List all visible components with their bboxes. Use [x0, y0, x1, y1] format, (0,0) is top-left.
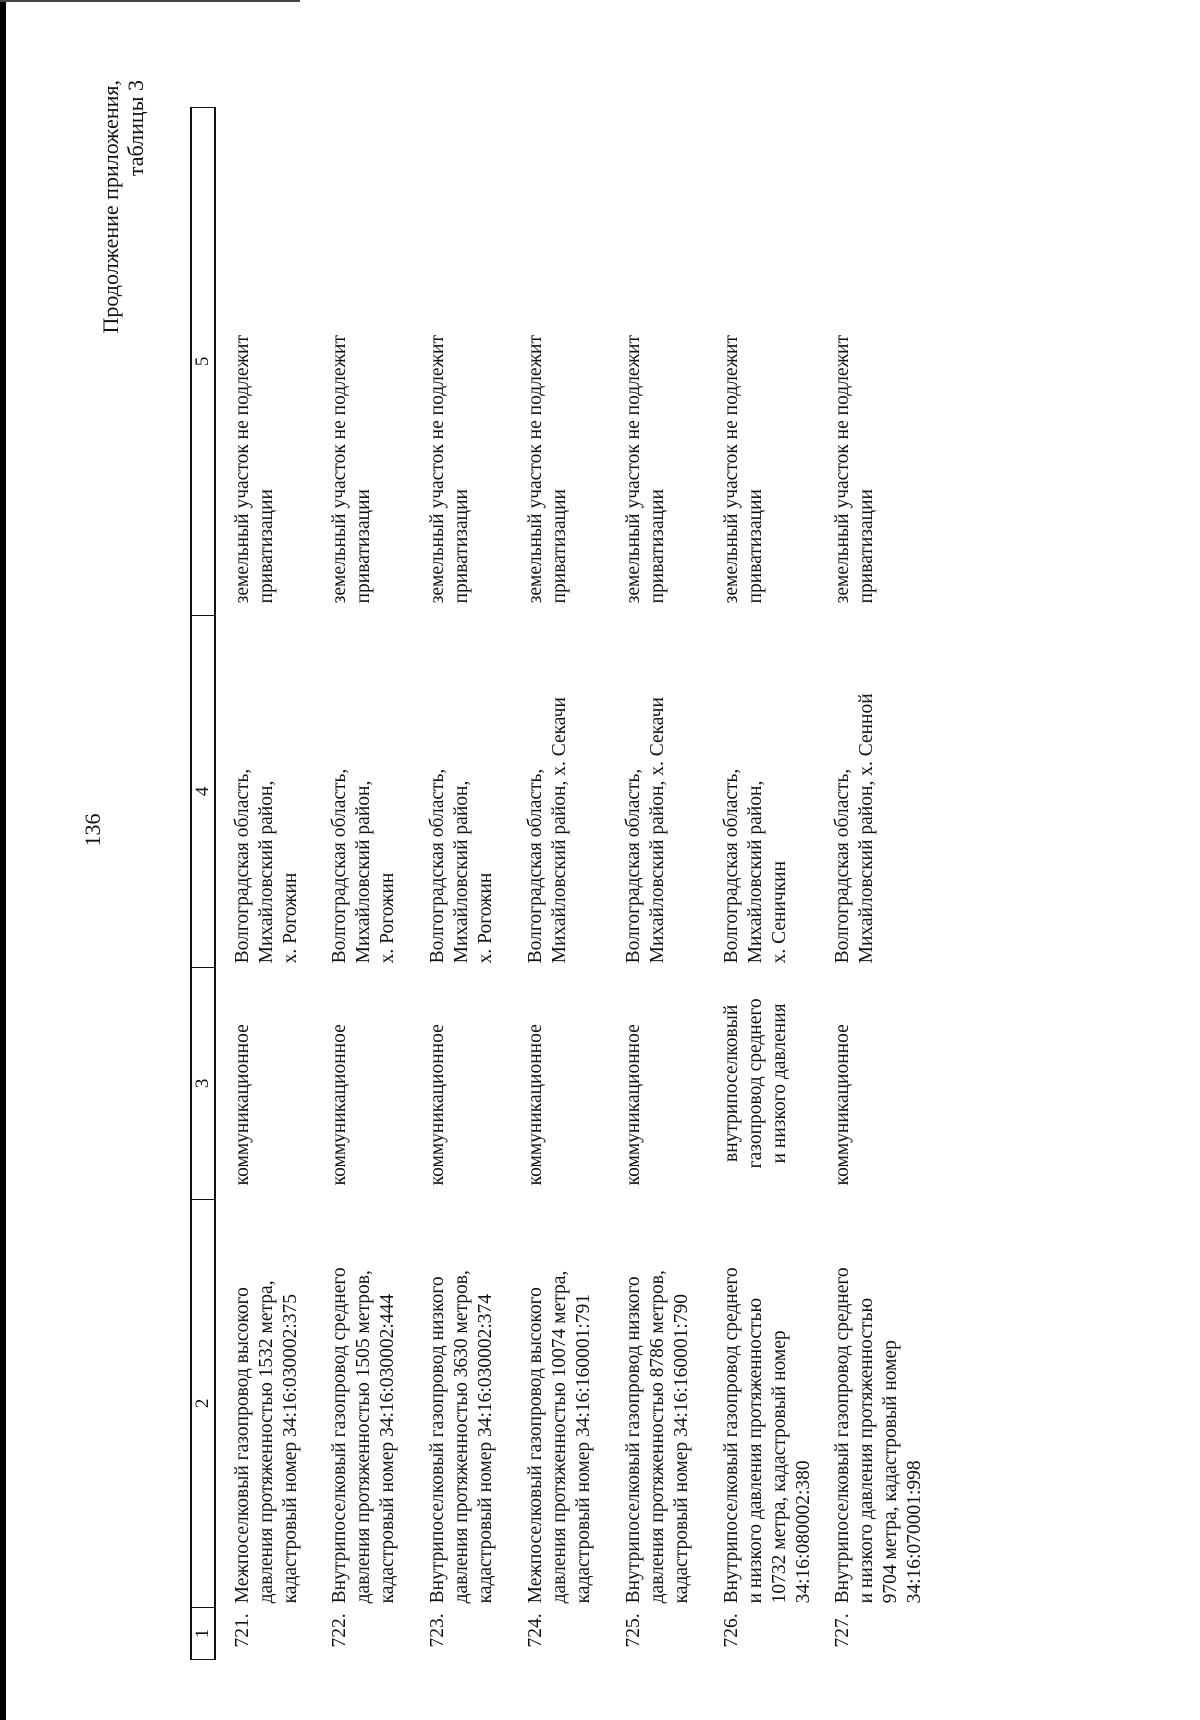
location-address: Волгоградская область, Михайловский район, х. Секачи	[623, 697, 668, 964]
column-header-2: 2	[191, 1199, 215, 1607]
privatization-note: земельный участок не подлежит приватизации	[427, 334, 472, 604]
table-row	[313, 107, 411, 1659]
object-description: Внутрипоселковый газопровод низкого давления протяженностью 8786 метров, кадастровый номер 34:16:160001:790	[623, 1270, 692, 1604]
header-row	[191, 107, 215, 1659]
table-row	[816, 107, 927, 1659]
location-address: Волгоградская область, Михайловский район, х. Сенной	[832, 693, 877, 964]
location-address: Волгоградская область, Михайловский район, х. Секачи	[525, 697, 570, 964]
permitted-use: коммуникационное	[232, 1024, 253, 1186]
privatization-note: земельный участок не подлежит приватизации	[525, 334, 570, 604]
privatization-note: земельный участок не подлежит приватизации	[232, 334, 277, 604]
column-header-1: 1	[191, 1607, 215, 1659]
table-row	[215, 107, 313, 1659]
row-number: 725.	[623, 1613, 644, 1648]
table-row	[705, 107, 816, 1659]
privatization-note: земельный участок не подлежит приватизации	[329, 334, 374, 604]
column-header-3: 3	[191, 967, 215, 1199]
location-address: Волгоградская область, Михайловский район, х. Сеничкин	[721, 768, 790, 964]
table-header	[191, 107, 215, 1659]
location-address: Волгоградская область, Михайловский район, х. Рогожин	[427, 768, 496, 964]
location-address: Волгоградская область, Михайловский район, х. Рогожин	[329, 768, 398, 964]
object-description: Внутрипоселковый газопровод низкого давления протяженностью 3630 метров, кадастровый номер 34:16:030002:374	[427, 1270, 496, 1604]
table-row	[509, 107, 607, 1659]
object-description: Межпоселковый газопровод высокого давления протяженностью 1532 метра, кадастровый номер 34:16:030002:375	[232, 1280, 301, 1604]
column-header-4: 4	[191, 615, 215, 967]
permitted-use: коммуникационное	[525, 1024, 546, 1186]
continuation-caption	[98, 80, 148, 390]
object-description: Межпоселковый газопровод высокого давления протяженностью 10074 метра, кадастровый номер 34:16:160001:791	[525, 1270, 594, 1604]
object-description: Внутрипоселковый газопровод среднего и низкого давления протяженностью 10732 метра, кадастровый номер 34:16:080002:380	[721, 1267, 814, 1604]
continuation-line-2: таблицы 3	[123, 80, 148, 177]
privatization-note: земельный участок не подлежит приватизации	[721, 334, 766, 604]
permitted-use: внутрипоселковый газопровод среднего и низкого давления	[721, 998, 790, 1169]
row-number: 727.	[832, 1613, 853, 1648]
continuation-line-1: Продолжение приложения,	[98, 80, 123, 334]
row-number: 726.	[721, 1613, 742, 1648]
table-row	[411, 107, 509, 1659]
table-row	[607, 107, 705, 1659]
location-address: Волгоградская область, Михайловский район, х. Рогожин	[232, 768, 301, 964]
permitted-use: коммуникационное	[832, 1024, 853, 1186]
permitted-use: коммуникационное	[427, 1024, 448, 1186]
row-number: 722.	[329, 1613, 350, 1648]
object-description: Внутрипоселковый газопровод среднего и низкого давления протяженностью 9704 метра, кадастровый номер 34:16:070001:998	[832, 1267, 925, 1604]
row-number: 723.	[427, 1613, 448, 1648]
permitted-use: коммуникационное	[623, 1024, 644, 1186]
row-number: 721.	[232, 1613, 253, 1648]
privatization-note: земельный участок не подлежит приватизации	[832, 334, 877, 604]
column-header-5: 5	[191, 107, 215, 615]
row-number: 724.	[525, 1613, 546, 1648]
page-number: 136	[80, 813, 105, 847]
land-plots-table	[190, 107, 927, 1660]
object-description: Внутрипоселковый газопровод среднего давления протяженностью 1505 метров, кадастровый номер 34:16:030002:444	[329, 1267, 398, 1604]
permitted-use: коммуникационное	[329, 1024, 350, 1186]
table-body	[215, 107, 927, 1659]
privatization-note: земельный участок не подлежит приватизации	[623, 334, 668, 604]
